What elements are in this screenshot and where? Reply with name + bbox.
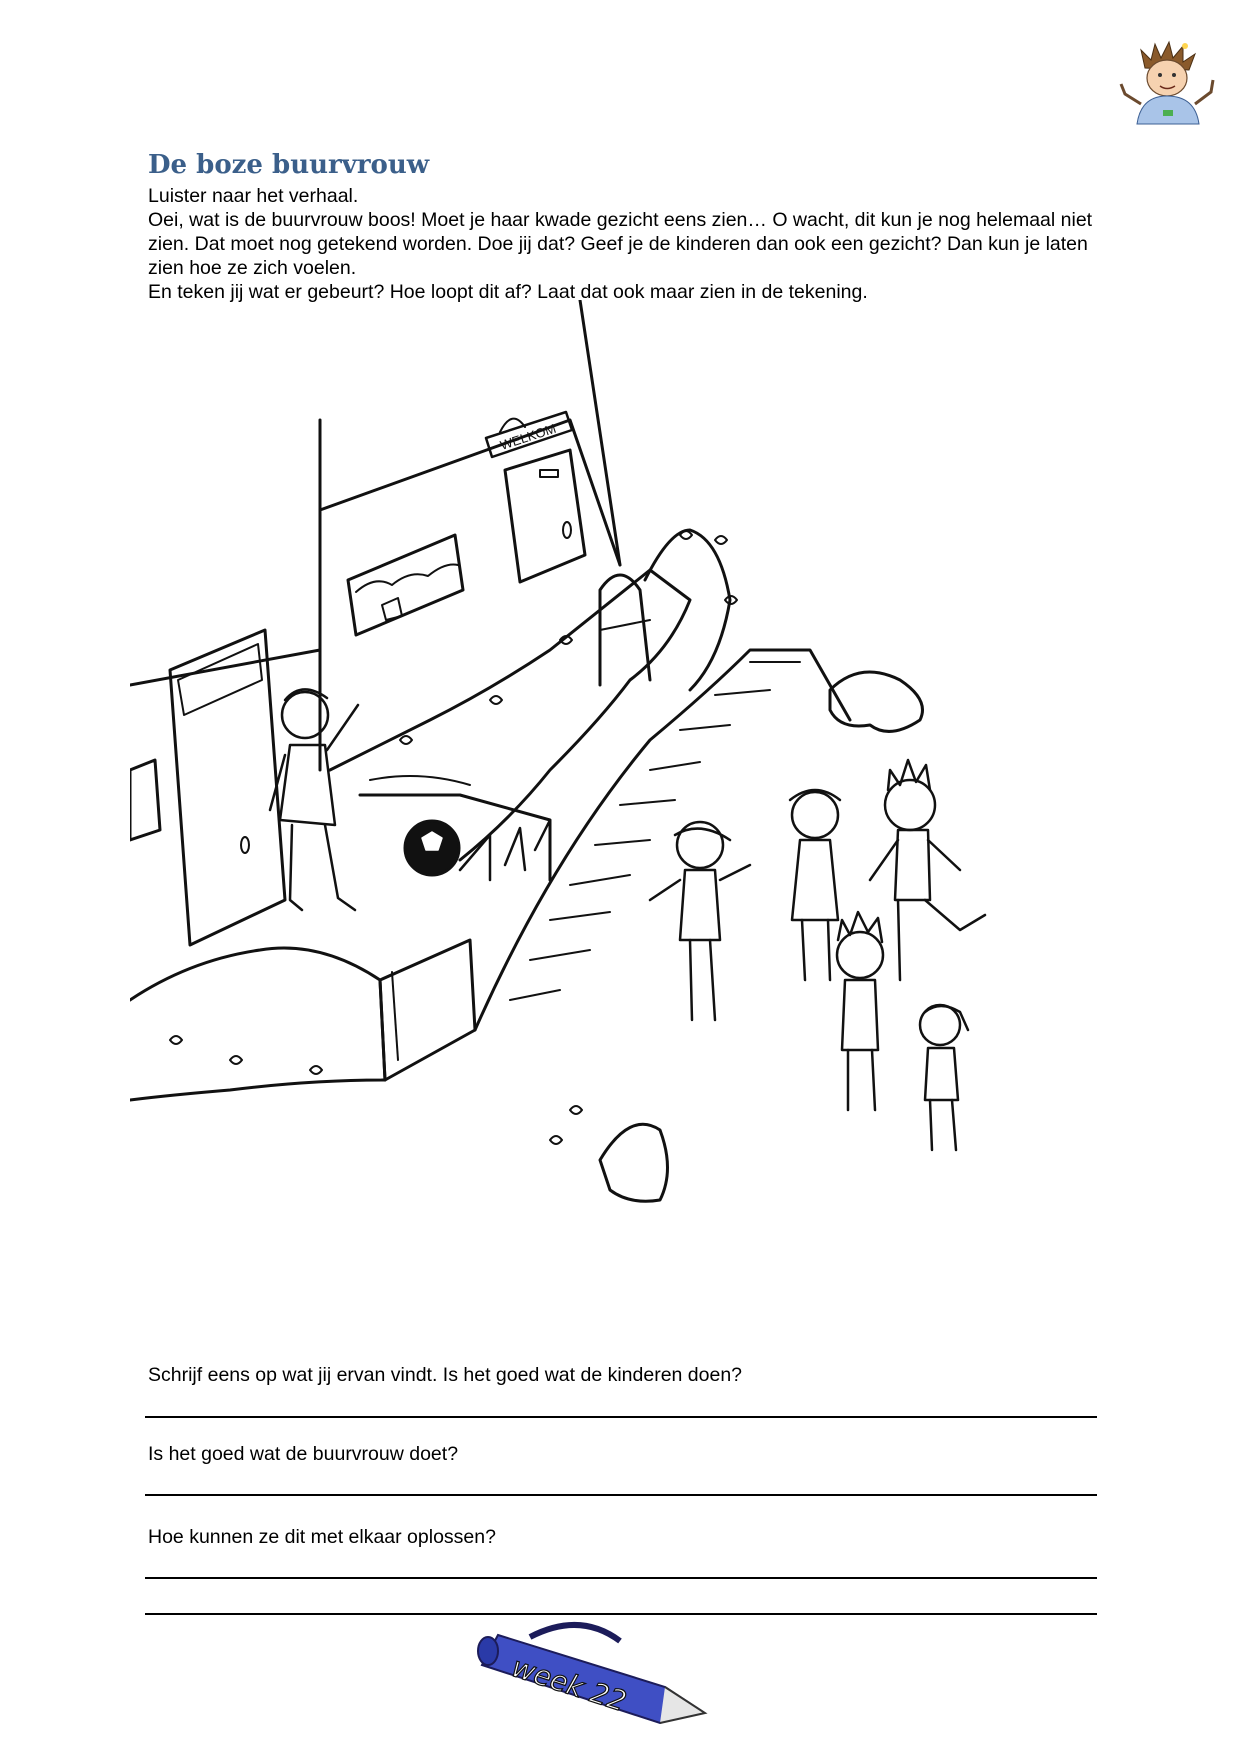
sign-text: WELKOM	[498, 420, 558, 453]
children-group	[650, 760, 985, 1150]
intro-line: Luister naar het verhaal.	[148, 185, 359, 207]
mascot-boy-icon	[1115, 38, 1225, 128]
welcome-sign	[486, 412, 572, 457]
football	[405, 821, 459, 875]
intro-line: Oei, wat is de buurvrouw boos! Moet je haar kwade gezicht eens zien… O wacht, dit kun je nog helemaal niet zien. Dat moet nog getekend worden. Doe jij dat? Geef je de kinderen dan ook een gezicht? Dan kun je laten zien hoe ze zich voelen.	[148, 209, 1093, 279]
answer-line-2[interactable]	[145, 1494, 1097, 1496]
intro-text	[148, 184, 1108, 304]
question-1: Schrijf eens op wat jij ervan vindt. Is het goed wat de kinderen doen?	[148, 1364, 743, 1386]
intro-line: En teken jij wat er gebeurt? Hoe loopt dit af? Laat dat ook maar zien in de tekening.	[148, 281, 868, 303]
coloring-illustration	[130, 300, 1130, 1340]
question-3: Hoe kunnen ze dit met elkaar oplossen?	[148, 1526, 496, 1548]
week-label: week 22	[507, 1650, 631, 1719]
question-2: Is het goed wat de buurvrouw doet?	[148, 1443, 459, 1465]
answer-line-1[interactable]	[145, 1416, 1097, 1418]
page-title: De boze buurvrouw	[148, 150, 430, 180]
week-badge	[470, 1615, 720, 1735]
answer-line-3[interactable]	[145, 1577, 1097, 1579]
